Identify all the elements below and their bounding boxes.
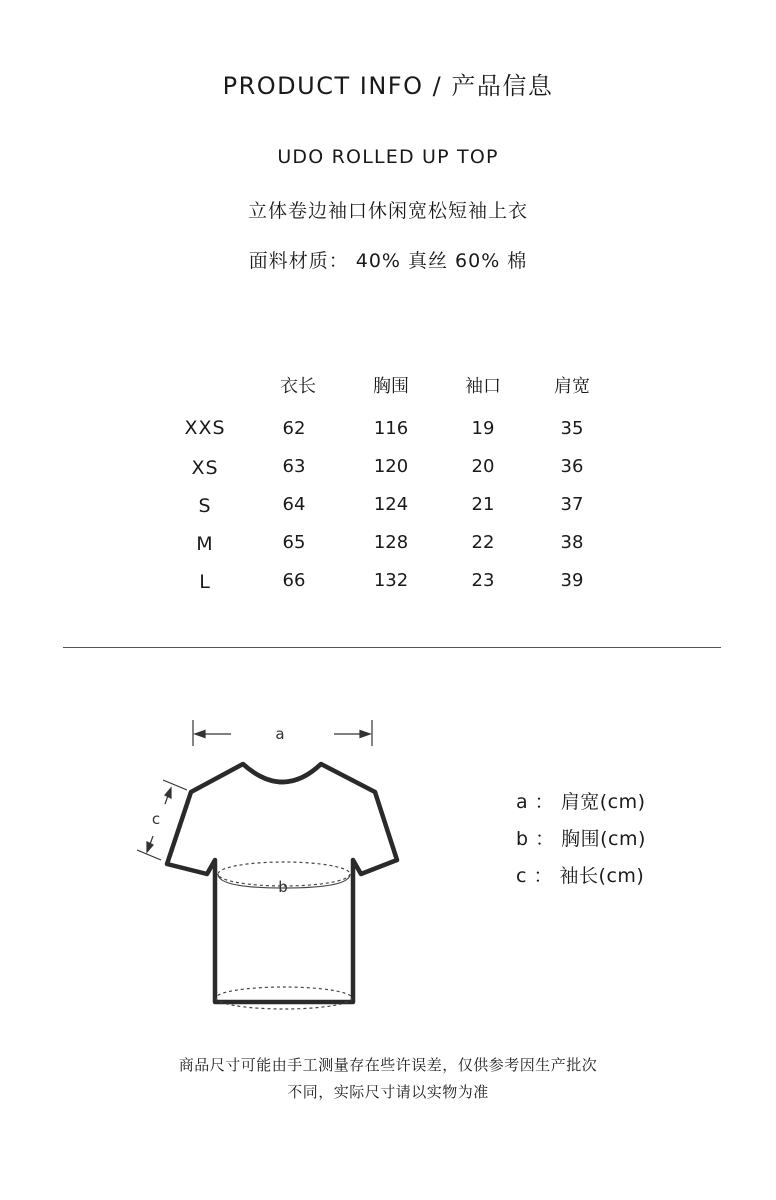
- table-cell: 20: [471, 456, 495, 477]
- table-cell: 21: [471, 494, 495, 515]
- table-cell: 22: [471, 532, 495, 553]
- product-name: UDO ROLLED UP TOP: [277, 146, 499, 168]
- label-a: a: [275, 725, 285, 743]
- section-divider: [63, 647, 721, 648]
- disclaimer-line-2: 不同，实际尺寸请以实物为准: [287, 1083, 489, 1101]
- row-size-label: XXS: [184, 417, 226, 439]
- table-cell: 120: [373, 456, 409, 477]
- column-header-shoulder: 肩宽: [554, 376, 590, 397]
- table-cell: 63: [282, 456, 306, 477]
- table-cell: 23: [471, 570, 495, 591]
- row-size-label: M: [196, 533, 214, 555]
- column-header-cuff: 袖口: [465, 376, 501, 397]
- row-size-label: XS: [191, 457, 219, 479]
- product-description: 立体卷边袖口休闲宽松短袖上衣: [247, 200, 528, 222]
- table-cell: 62: [282, 418, 306, 439]
- disclaimer-line-1: 商品尺寸可能由手工测量存在些许误差，仅供参考因生产批次: [178, 1056, 598, 1074]
- legend-item-b: b ： 胸围(cm): [516, 828, 646, 850]
- table-cell: 38: [560, 532, 584, 553]
- tshirt-measurement-diagram: [125, 712, 425, 1022]
- table-cell: 19: [471, 418, 495, 439]
- table-cell: 124: [373, 494, 409, 515]
- row-size-label: L: [199, 571, 211, 593]
- table-cell: 65: [282, 532, 306, 553]
- table-cell: 66: [282, 570, 306, 591]
- column-header-length: 衣长: [280, 376, 316, 397]
- material-composition: 面料材质： 40% 真丝 60% 棉: [248, 250, 528, 272]
- table-cell: 35: [560, 418, 584, 439]
- page-title: PRODUCT INFO / 产品信息: [222, 72, 554, 100]
- measurement-disclaimer: [0, 1052, 776, 1106]
- table-cell: 37: [560, 494, 584, 515]
- legend-item-c: c ： 袖长(cm): [516, 865, 645, 887]
- table-cell: 39: [560, 570, 584, 591]
- legend-item-a: a ： 肩宽(cm): [516, 791, 646, 813]
- label-c: c: [151, 810, 161, 828]
- column-header-chest: 胸围: [373, 376, 409, 397]
- table-cell: 128: [373, 532, 409, 553]
- row-size-label: S: [198, 495, 212, 517]
- table-cell: 64: [282, 494, 306, 515]
- table-cell: 36: [560, 456, 584, 477]
- table-cell: 116: [373, 418, 409, 439]
- table-cell: 132: [373, 570, 409, 591]
- label-b: b: [278, 878, 288, 896]
